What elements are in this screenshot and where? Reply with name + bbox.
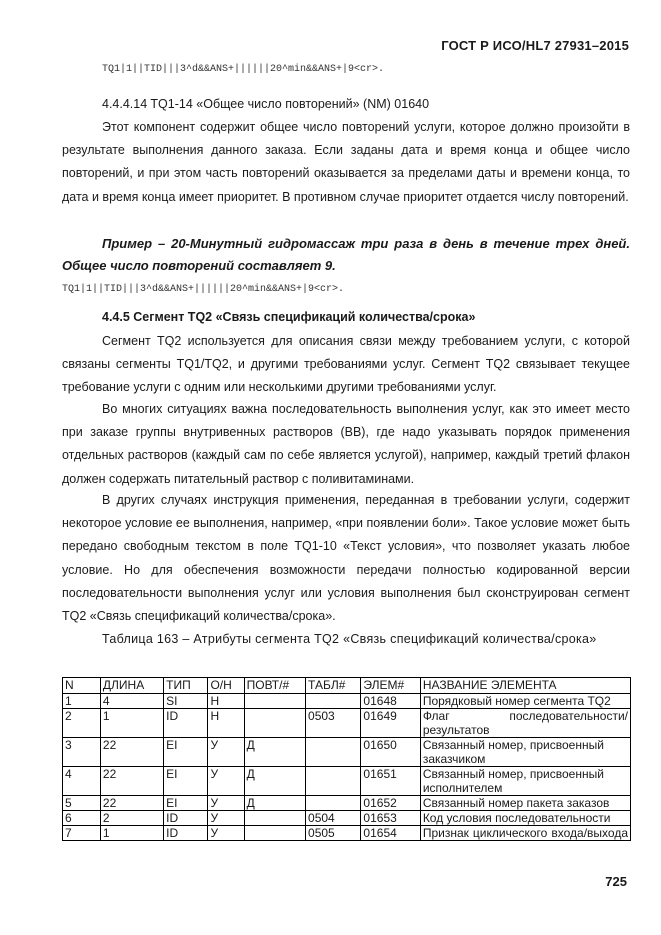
cell-repeat [244, 709, 305, 738]
cell-optionality: У [208, 796, 244, 811]
cell-optionality: У [208, 767, 244, 796]
code-example-line: TQ1|1||TID|||3^d&&ANS+||||||20^min&&ANS+|9<cr>. [102, 64, 385, 75]
table-row [63, 767, 631, 796]
header-type: ТИП [164, 678, 208, 694]
cell-length: 1 [100, 709, 163, 738]
paragraph-conditions: В других случаях инструкция применения, переданная в требовании услуги, содержит некоторое условие ее выполнения, например, «при появлении боли». Такое условие может быть передано свободным текстом в поле TQ1-10 «Текст условия», что позволяет указать любое условие. Но для обеспечения возможности передачи полностью кодированной версии последовательности выполнения услуг или условия выполнения был сконструирован сегмент TQ2 «Связь спецификаций количества/срока». [62, 493, 630, 624]
cell-type: SI [164, 694, 208, 709]
cell-n: 7 [63, 826, 101, 841]
cell-repeat: Д [244, 738, 305, 767]
header-table-number: ТАБЛ# [306, 678, 361, 694]
cell-element-number: 01652 [361, 796, 420, 811]
table-row [63, 738, 631, 767]
cell-length: 22 [100, 767, 163, 796]
table-row [63, 709, 631, 738]
cell-table-number: 0504 [306, 811, 361, 826]
cell-type: EI [164, 796, 208, 811]
table-row [63, 694, 631, 709]
cell-repeat [244, 826, 305, 841]
cell-n: 1 [63, 694, 101, 709]
cell-optionality: У [208, 811, 244, 826]
cell-optionality: Н [208, 709, 244, 738]
cell-table-number [306, 738, 361, 767]
table-row [63, 811, 631, 826]
cell-element-name: Порядковый номер сегмента TQ2 [420, 694, 630, 709]
cell-n: 4 [63, 767, 101, 796]
cell-repeat: Д [244, 767, 305, 796]
cell-element-number: 01649 [361, 709, 420, 738]
cell-optionality: У [208, 826, 244, 841]
cell-optionality: Н [208, 694, 244, 709]
cell-element-number: 01650 [361, 738, 420, 767]
table-header-row [63, 678, 631, 694]
cell-n: 3 [63, 738, 101, 767]
header-n: N [63, 678, 101, 694]
cell-length: 2 [100, 811, 163, 826]
paragraph-sequence-importance: Во многих ситуациях важна последовательность выполнения услуг, как это имеет место при заказе группы внутривенных растворов (ВВ), где надо указывать порядок применения отдельных растворов (каждый сам по себе является услугой), например, каждый третий флакон должен содержать питательный раствор с поливитаминами. [62, 402, 630, 486]
cell-element-name: Код условия последовательности [420, 811, 630, 826]
cell-type: ID [164, 709, 208, 738]
paragraph-tq2-purpose: Сегмент TQ2 используется для описания связи между требованием услуги, с которой связаны сегменты TQ1/TQ2, и другими требованиями услуг. Сегмент TQ2 связывает текущее требование услуги с одним или несколькими другими требованиями услуг. [62, 334, 630, 395]
table-row [63, 796, 631, 811]
cell-length: 22 [100, 796, 163, 811]
document-header: ГОСТ Р ИСО/HL7 27931–2015 [441, 38, 629, 53]
cell-n: 5 [63, 796, 101, 811]
header-length: ДЛИНА [100, 678, 163, 694]
page-number: 725 [605, 874, 627, 889]
cell-n: 6 [63, 811, 101, 826]
cell-repeat: Д [244, 796, 305, 811]
cell-table-number [306, 796, 361, 811]
cell-type: EI [164, 738, 208, 767]
cell-repeat [244, 811, 305, 826]
table-caption: Таблица 163 – Атрибуты сегмента TQ2 «Связь спецификаций количества/срока» [102, 632, 597, 646]
cell-element-number: 01651 [361, 767, 420, 796]
cell-type: ID [164, 826, 208, 841]
cell-table-number: 0503 [306, 709, 361, 738]
example-code-line: TQ1|1||TID|||3^d&&ANS+||||||20^min&&ANS+|9<cr>. [62, 284, 345, 295]
cell-element-number: 01653 [361, 811, 420, 826]
cell-repeat [244, 694, 305, 709]
cell-table-number: 0505 [306, 826, 361, 841]
cell-element-name: Флаг последовательности/результатов [420, 709, 630, 738]
example-text: Пример – 20-Минутный гидромассаж три раза в день в течение трех дней. Общее число повторений составляет 9. [62, 236, 630, 273]
cell-optionality: У [208, 738, 244, 767]
cell-element-number: 01654 [361, 826, 420, 841]
table-row [63, 826, 631, 841]
cell-table-number [306, 767, 361, 796]
cell-element-name: Связанный номер, присвоенный исполнителем [420, 767, 630, 796]
cell-element-name: Связанный номер пакета заказов [420, 796, 630, 811]
cell-table-number [306, 694, 361, 709]
attributes-table [62, 677, 631, 841]
cell-n: 2 [63, 709, 101, 738]
header-element-name: НАЗВАНИЕ ЭЛЕМЕНТА [420, 678, 630, 694]
header-repeat: ПОВТ/# [244, 678, 305, 694]
header-optionality: О/Н [208, 678, 244, 694]
cell-length: 1 [100, 826, 163, 841]
cell-element-name: Связанный номер, присвоенный заказчиком [420, 738, 630, 767]
header-element-number: ЭЛЕМ# [361, 678, 420, 694]
section-heading-4-4-4-14: 4.4.4.14 TQ1-14 «Общее число повторений» (NM) 01640 [102, 97, 430, 111]
cell-length: 4 [100, 694, 163, 709]
section-heading-4-4-5: 4.4.5 Сегмент TQ2 «Связь спецификаций количества/срока» [102, 310, 476, 324]
cell-length: 22 [100, 738, 163, 767]
cell-element-name: Признак циклического входа/выхода [420, 826, 630, 841]
paragraph-total-repeats: Этот компонент содержит общее число повторений услуги, которое должно произойти в результате выполнения данного заказа. Если заданы дата и время конца и общее число повторений, и при этом часть повторений оказывается за пределами даты и времени конца, то дата и время конца имеет приоритет. В противном случае приоритет отдается числу повторений. [62, 120, 630, 204]
cell-type: ID [164, 811, 208, 826]
cell-element-number: 01648 [361, 694, 420, 709]
cell-type: EI [164, 767, 208, 796]
